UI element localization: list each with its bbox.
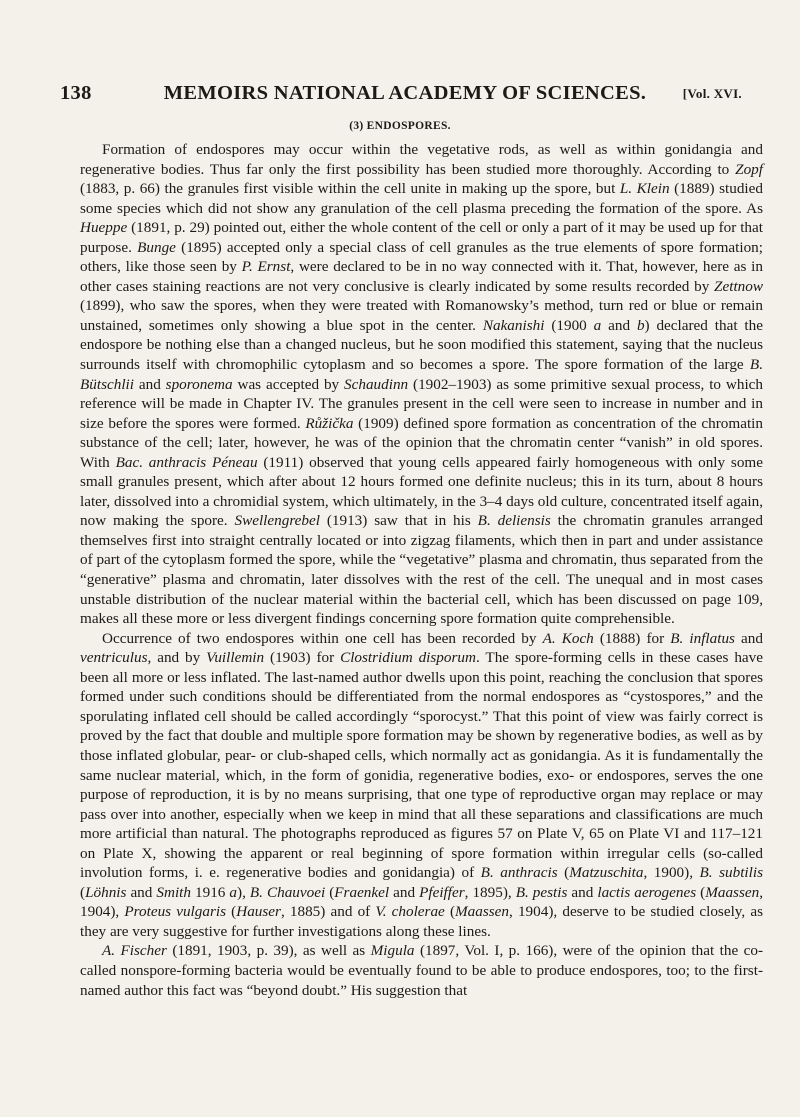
text-run: (1889) studied some species which did not show any granulation of the cell plasma preceding the formation of the spore. As [80, 180, 763, 217]
text-run: (1909) defined spore formation as concentration of the chromatin substance of the cell; later, however, he was of the opinion that the chromatin center “vanish” in old spores. With [80, 414, 763, 471]
italic-term: B. anthracis [480, 864, 558, 882]
text-run: (1903) for [264, 649, 341, 667]
text-run: was accepted by [232, 375, 345, 393]
text-run: and [389, 883, 420, 901]
italic-term: A. Koch [542, 629, 594, 647]
text-run: ( [80, 883, 86, 901]
text-run: and [601, 316, 637, 334]
text-run: (1913) saw that in his [319, 512, 478, 530]
text-run: (1891, 1903, p. 39), as well as [166, 942, 371, 960]
italic-term: B. subtilis [699, 864, 764, 882]
text-run: (1891, p. 29) pointed out, either the whole content of the cell or only a part of it may be used up for that purpose. [80, 219, 763, 256]
text-run: ( [444, 903, 456, 921]
text-run: and [567, 883, 598, 901]
italic-term: Schaudinn [344, 375, 409, 393]
text-run: (1911) observed that young cells appeared fairly homogeneous with only some small granules present, which after about 12 hours formed one definite nucleus; this in its turn, about 8 hours later, dissolved into a chromidial system, which ultimately, in the 3–4 days old culture, concentrated itself again, now making the spore. [80, 453, 763, 530]
paragraph-1 [80, 140, 763, 629]
text-run: , 1900), [643, 864, 700, 882]
text-run: , 1904), [80, 883, 764, 921]
volume-label: [Vol. XVI. [682, 86, 742, 101]
italic-term: B. pestis [515, 883, 568, 901]
text-run: ( [226, 903, 237, 921]
italic-term: Migula [370, 942, 415, 960]
text-run: , 1895), [464, 883, 516, 901]
text-run: , and by [147, 649, 207, 667]
text-run: and [734, 629, 763, 647]
italic-term: Smith [156, 883, 191, 901]
text-run: . The spore-forming cells in these cases have been all more or less inflated. The last-named author dwells upon this point, reaching the conclusion that spores formed under such conditions should be differentiated from the normal endospores as “cystospores,” and the sporulating inflated cell should be called accordingly “sporocyst.” That this point of view was fairly correct is proved by the fact that double and multiple spore formation may be shown by regenerative bodies, as well as by those inflated globular, pear- or club-shaped cells, which normally act as gonidangia. As it is fundamentally the same nuclear material, which, in the form of gonidia, regenerative bodies, exo- or endospores, serves the one purpose of reproduction, it is by no means surprising, that one type of reproductive organ may replace or may pass over into another, especially when we keep in mind that all these separations and classifications are much more artificial than natural. The photographs reproduced as figures 57 on Plate V, 65 on Plate VI and 117–121 on Plate X, showing the apparent or real beginning of spore formation within irregular cells (so-called involution forms, i. e. regenerative bodies and gonidangia) of [80, 649, 763, 882]
italic-term: sporonema [165, 375, 233, 393]
italic-term: B. deliensis [477, 512, 551, 530]
page-number: 138 [60, 82, 92, 104]
italic-term: Matzuschita [569, 864, 644, 882]
italic-term: Clostridium disporum [340, 649, 476, 667]
text-run: , were declared to be in no way connected with it. That, however, here as in other cases staining reactions are not very conclusive is clearly indicated by some results recorded by [80, 258, 763, 295]
text-run: and [134, 375, 166, 393]
text-run: (1883, p. 66) the granules first visible within the cell unite in making up the spore, but [80, 180, 620, 198]
italic-term: V. cholerae [375, 903, 445, 921]
italic-term: Swellengrebel [234, 512, 320, 530]
italic-term: Pfeiffer [419, 883, 465, 901]
text-run: (1902–1903) as some primitive sexual process, to which reference will be made in Chapter IV. The granules present in the cell were seen to increase in number and in size before the spores were formed. [80, 375, 764, 432]
italic-term: Löhnis [85, 883, 127, 901]
italic-term: Proteus vulgaris [124, 903, 227, 921]
italic-term: Hauser [236, 903, 281, 921]
text-run: , 1885) and of [280, 903, 376, 921]
text-run: Occurrence of two endospores within one cell has been recorded by [102, 629, 543, 647]
italic-term: Zettnow [714, 277, 763, 295]
italic-term: ventriculus [80, 649, 148, 667]
text-run: (1897, Vol. I, p. 166), were of the opinion that the co-called nonspore-forming bacteria would be eventually found to be able to produce endospores, too; to the first-named author this fact was “beyond doubt.” His suggestion that [80, 942, 764, 999]
italic-term: a [229, 883, 238, 901]
text-run: (1899), who saw the spores, when they were treated with Romanowsky’s method, turn red or blue or remain unstained, sometimes only showing a blue spot in the center. [80, 297, 763, 334]
paragraph-2 [80, 629, 763, 942]
italic-term: lactis aerogenes [597, 883, 697, 901]
italic-term: B. inflatus [670, 629, 735, 647]
italic-term: Bunge [137, 238, 176, 256]
text-run: ) declared that the endospore be nothing else than a changed nucleus, but he soon modified this statement, saying that the nucleus surrounds itself with chromophilic cytoplasm and so becomes a spore. The spore formation of the large [80, 316, 763, 374]
italic-term: A. Fischer [102, 942, 167, 960]
italic-term: Bac. anthracis Péneau [115, 453, 258, 471]
italic-term: Nakanishi [482, 316, 545, 334]
italic-term: a [593, 316, 602, 334]
italic-term: Zopf [735, 160, 763, 178]
italic-term: Maassen [455, 903, 510, 921]
text-run: (1895) accepted only a special class of cell granules as the true elements of spore formation; others, like those seen by [80, 238, 763, 276]
italic-term: Růžička [305, 414, 354, 432]
running-header [60, 82, 750, 108]
italic-term: b [636, 316, 645, 334]
italic-term: Fraenkel [334, 883, 390, 901]
italic-term: B. Chauvoei [249, 883, 326, 901]
italic-term: P. Ernst [241, 258, 291, 276]
text-run: 1916 [191, 883, 230, 901]
paragraph-3 [80, 941, 763, 1000]
journal-title: MEMOIRS NATIONAL ACADEMY OF SCIENCES. [163, 82, 647, 104]
text-run: and [126, 883, 157, 901]
italic-term: Maassen [705, 883, 760, 901]
text-run: ( [325, 883, 335, 901]
text-run: ), [237, 883, 250, 901]
body-text [80, 140, 763, 1000]
text-run: (1900 [544, 316, 594, 334]
section-title: (3) ENDOSPORES. [349, 120, 451, 132]
italic-term: B. Bütschlii [80, 356, 763, 393]
text-run: ( [696, 883, 706, 901]
text-run: , 1904), deserve to be studied closely, as they are very suggestive for further investigations along these lines. [80, 903, 764, 940]
text-run: the chromatin granules arranged themselves first into straight centrally located or into zigzag filaments, which then in part and under assistance of part of the cytoplasm formed the spore, while the “vegetative” plasma and chromatin, thus separated from the “generative” plasma and chromatin, later dissolves with the rest of the cell. The unequal and in most cases unstable distribution of the nuclear material within the bacterial cell, which has been discussed on page 109, makes all these more or less divergent findings concerning spore formation quite comprehensible. [80, 512, 763, 628]
text-run: (1888) for [593, 629, 671, 647]
italic-term: Hueppe [80, 219, 128, 237]
italic-term: L. Klein [619, 180, 670, 198]
text-run: ( [557, 864, 570, 882]
text-run: Formation of endospores may occur within the vegetative rods, as well as within gonidangia and regenerative bodies. Thus far only the first possibility has been studied more thoroughly. According to [80, 141, 763, 178]
italic-term: Vuillemin [206, 649, 265, 667]
